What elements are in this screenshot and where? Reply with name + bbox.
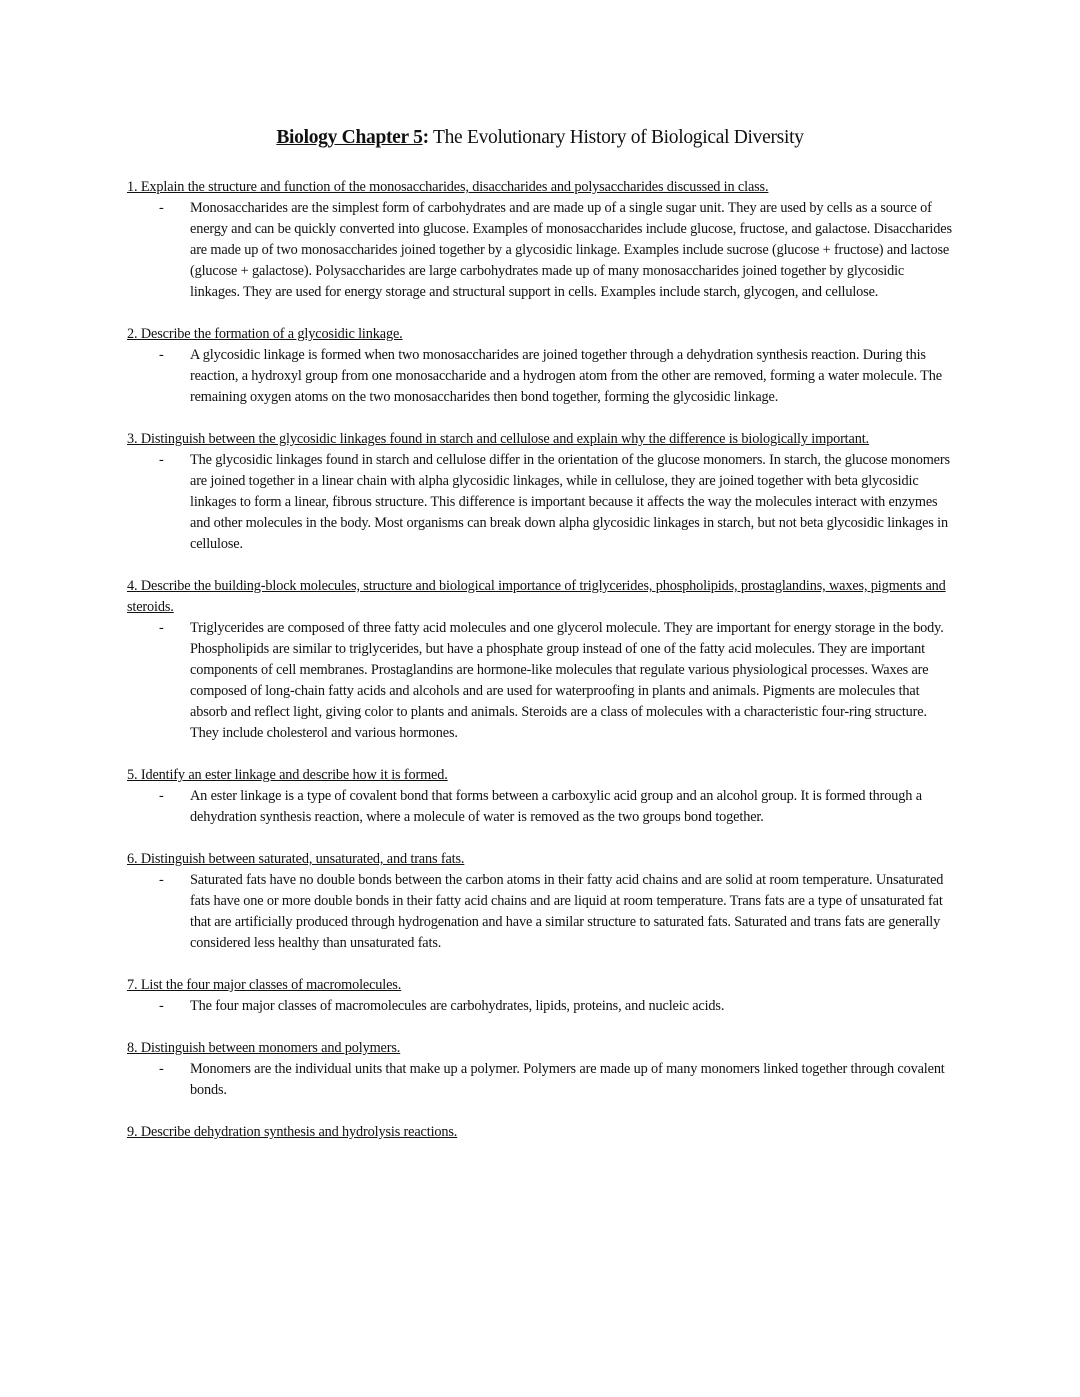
- answer-text: Triglycerides are composed of three fatty acid molecules and one glycerol molecule. They are important for energy storage in the body. Phospholipids are similar to triglycerides, but have a phosphate group instead of one of the fatty acid molecules. They are important components of cell membranes. Prostaglandins are hormone-like molecules that regulate various physiological processes. Waxes are composed of long-chain fatty acids and alcohols and are used for waterproofing in plants and animals. Pigments are molecules that absorb and reflect light, giving color to plants and animals. Steroids are a class of molecules with a characteristic four-ring structure. They include cholesterol and various hormones.: [190, 620, 944, 741]
- bullet-dash: -: [159, 872, 164, 888]
- answer-bullet: [159, 345, 955, 408]
- document-body: [127, 177, 957, 1143]
- question-heading: 4. Describe the building-block molecules, structure and biological importance of triglycerides, phospholipids, prostaglandins, waxes, pigments and steroids.: [127, 578, 946, 615]
- bullet-dash: -: [159, 620, 164, 636]
- question-heading: 5. Identify an ester linkage and describe how it is formed.: [127, 767, 448, 783]
- question-block: [127, 324, 957, 408]
- question-heading: 9. Describe dehydration synthesis and hydrolysis reactions.: [127, 1124, 458, 1140]
- bullet-dash: -: [159, 452, 164, 468]
- question-block: [127, 975, 957, 1017]
- answer-text: Saturated fats have no double bonds between the carbon atoms in their fatty acid chains and are solid at room temperature. Unsaturated fats have one or more double bonds in their fatty acid chains and are liquid at room temperature. Trans fats are a type of unsaturated fat that are artificially produced through hydrogenation and have a similar structure to saturated fats. Saturated and trans fats are generally considered less healthy than unsaturated fats.: [190, 872, 944, 951]
- question-heading: 1. Explain the structure and function of the monosaccharides, disaccharides and polysaccharides discussed in class.: [127, 179, 769, 195]
- answer-bullet: [159, 870, 955, 954]
- answer-text: The four major classes of macromolecules are carbohydrates, lipids, proteins, and nucleic acids.: [190, 998, 725, 1014]
- bullet-dash: -: [159, 200, 164, 216]
- answer-bullet: [159, 618, 955, 744]
- bullet-dash: -: [159, 347, 164, 363]
- title-subtitle: The Evolutionary History of Biological Diversity: [428, 127, 804, 148]
- page-title: [0, 127, 1080, 149]
- answer-text: The glycosidic linkages found in starch and cellulose differ in the orientation of the glucose monomers. In starch, the glucose monomers are joined together in a linear chain with alpha glycosidic linkages, while in cellulose, they are joined together with beta glycosidic linkages to form a linear, fibrous structure. This difference is important because it affects the way the molecules interact with enzymes and other molecules in the body. Most organisms can break down alpha glycosidic linkages in starch, but not beta glycosidic linkages in cellulose.: [190, 452, 950, 552]
- question-heading: 7. List the four major classes of macromolecules.: [127, 977, 402, 993]
- question-block: [127, 765, 957, 828]
- question-heading: 8. Distinguish between monomers and polymers.: [127, 1040, 401, 1056]
- question-block: [127, 1122, 957, 1143]
- question-heading: 3. Distinguish between the glycosidic linkages found in starch and cellulose and explain why the difference is biologically important.: [127, 431, 869, 447]
- title-chapter: Biology Chapter 5: [276, 127, 423, 148]
- answer-bullet: [159, 996, 955, 1017]
- title-colon: :: [422, 127, 429, 148]
- question-block: [127, 576, 957, 744]
- answer-bullet: [159, 1059, 955, 1101]
- bullet-dash: -: [159, 1061, 164, 1077]
- question-block: [127, 429, 957, 555]
- question-block: [127, 177, 957, 303]
- question-block: [127, 849, 957, 954]
- answer-text: Monomers are the individual units that make up a polymer. Polymers are made up of many monomers linked together through covalent bonds.: [190, 1061, 945, 1098]
- bullet-dash: -: [159, 788, 164, 804]
- bullet-dash: -: [159, 998, 164, 1014]
- answer-text: An ester linkage is a type of covalent bond that forms between a carboxylic acid group and an alcohol group. It is formed through a dehydration synthesis reaction, where a molecule of water is removed as the two groups bond together.: [190, 788, 922, 825]
- answer-text: Monosaccharides are the simplest form of carbohydrates and are made up of a single sugar unit. They are used by cells as a source of energy and can be quickly converted into glucose. Examples of monosaccharides include glucose, fructose, and galactose. Disaccharides are made up of two monosaccharides joined together by a glycosidic linkage. Examples include sucrose (glucose + fructose) and lactose (glucose + galactose). Polysaccharides are large carbohydrates made up of many monosaccharides joined together by glycosidic linkages. They are used for energy storage and structural support in cells. Examples include starch, glycogen, and cellulose.: [190, 200, 952, 300]
- question-block: [127, 1038, 957, 1101]
- answer-bullet: [159, 786, 955, 828]
- answer-text: A glycosidic linkage is formed when two monosaccharides are joined together through a dehydration synthesis reaction. During this reaction, a hydroxyl group from one monosaccharide and a hydrogen atom from the other are removed, forming a water molecule. The remaining oxygen atoms on the two monosaccharides then bond together, forming the glycosidic linkage.: [190, 347, 942, 405]
- answer-bullet: [159, 198, 955, 303]
- question-heading: 2. Describe the formation of a glycosidic linkage.: [127, 326, 403, 342]
- answer-bullet: [159, 450, 955, 555]
- question-heading: 6. Distinguish between saturated, unsaturated, and trans fats.: [127, 851, 465, 867]
